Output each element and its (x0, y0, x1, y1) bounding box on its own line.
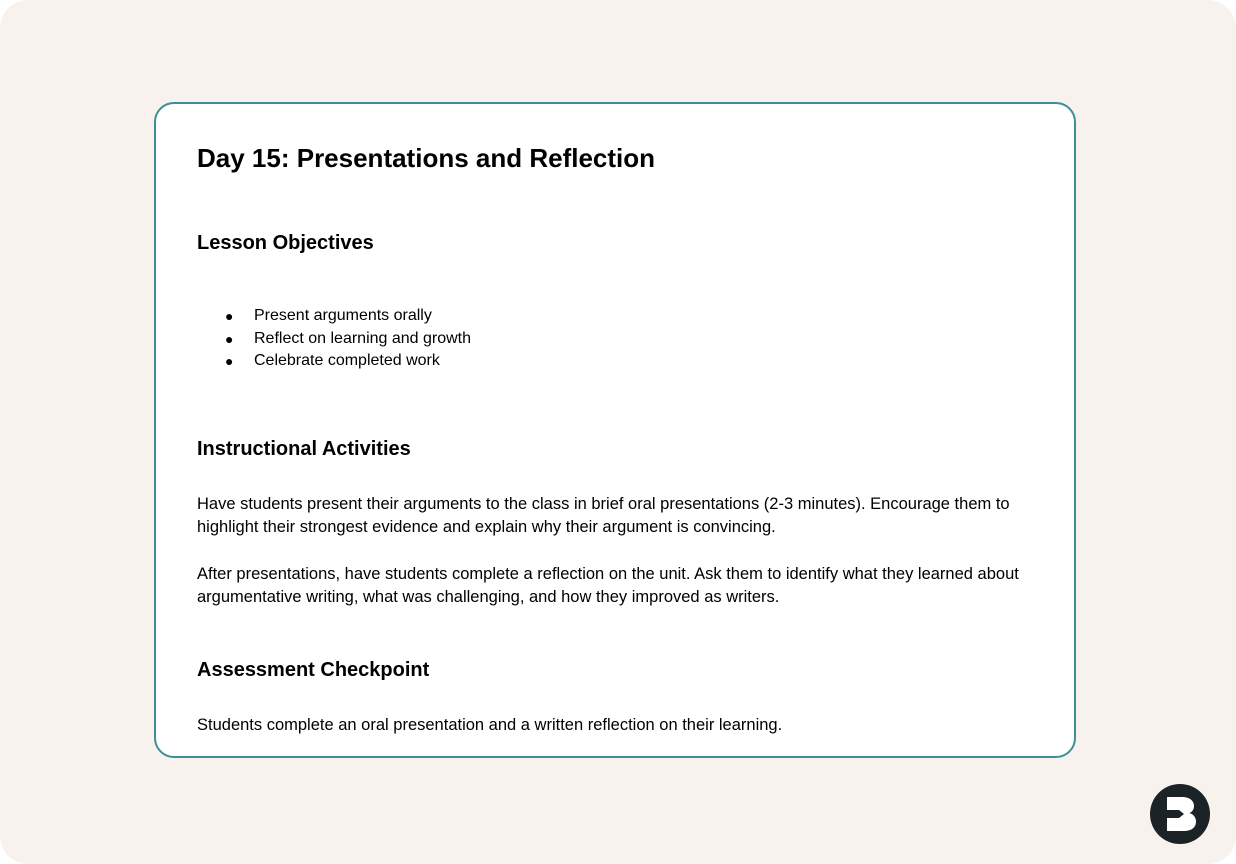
list-item (197, 328, 471, 351)
list-item (197, 305, 471, 328)
list-item (197, 350, 471, 373)
document-title: Day 15: Presentations and Reflection (197, 143, 656, 173)
brand-logo-icon[interactable] (1150, 784, 1210, 844)
activities-paragraph: Have students present their arguments to the class in brief oral presentations (2-3 minutes). Encourage them to highlight their strongest evidence and explain why their argument is convincing. (197, 495, 1010, 536)
list-item-text: Present arguments orally (254, 307, 432, 324)
document-card (154, 102, 1076, 758)
lesson-objectives-heading: Lesson Objectives (197, 232, 374, 254)
bullet-icon: ● (225, 308, 234, 324)
brand-logo-glyph (1150, 784, 1210, 844)
instructional-activities-heading: Instructional Activities (197, 438, 411, 460)
list-item-text: Reflect on learning and growth (254, 329, 472, 347)
assessment-text: Students complete an oral presentation and a written reflection on their learning. (197, 716, 783, 734)
bullet-icon: ● (225, 330, 234, 347)
objectives-list (197, 305, 471, 373)
list-item-text: Celebrate completed work (254, 352, 440, 369)
assessment-checkpoint-heading: Assessment Checkpoint (197, 659, 430, 681)
activities-paragraph: After presentations, have students complete a reflection on the unit. Ask them to identify what they learned about argumentative writing, what was challenging, and how they improved as writers. (197, 565, 1019, 606)
bullet-icon: ● (225, 353, 234, 369)
